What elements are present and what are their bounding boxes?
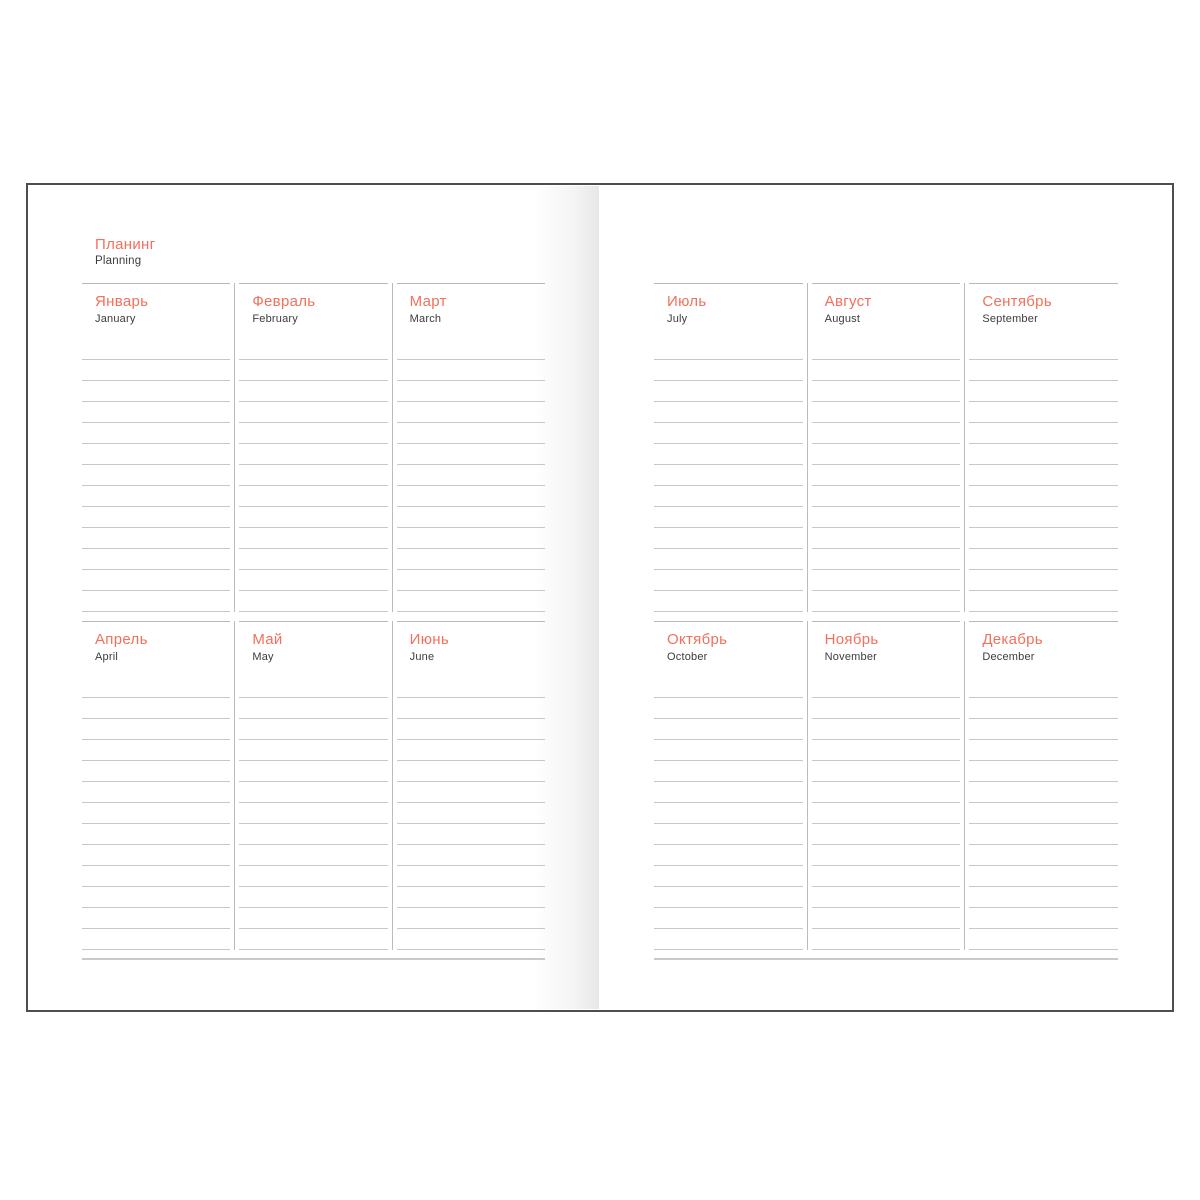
ruled-line [397,887,545,908]
month-name-en: September [982,313,1038,325]
ruled-line [239,740,387,761]
ruled-line [812,782,961,803]
ruled-line [654,866,803,887]
month-name-ru: Июль [667,293,707,310]
column-divider [392,621,393,950]
ruled-line [812,528,961,549]
ruled-line [654,761,803,782]
column-divider [964,621,965,950]
page-bottom-rule-left [82,958,545,960]
ruled-line [654,465,803,486]
ruled-line [969,591,1118,612]
ruled-line [239,677,387,698]
ruled-line [812,866,961,887]
month-header [82,284,230,339]
ruled-line [82,486,230,507]
month-grid-left-top [82,283,545,612]
ruled-line [239,929,387,950]
ruled-line [239,339,387,360]
ruled-lines [239,339,387,612]
ruled-lines [397,339,545,612]
ruled-line [654,824,803,845]
month-header [654,284,803,339]
ruled-line [969,740,1118,761]
column-divider [807,621,808,950]
ruled-line [239,866,387,887]
ruled-line [239,719,387,740]
ruled-line [969,402,1118,423]
ruled-line [812,549,961,570]
ruled-line [82,740,230,761]
ruled-line [969,845,1118,866]
month-name-en: May [252,651,274,663]
month-name-ru: Декабрь [982,631,1043,648]
ruled-line [397,591,545,612]
month-header [239,622,387,677]
column-divider [392,283,393,612]
column-divider [234,621,235,950]
month-block-november [812,621,961,950]
ruled-line [812,740,961,761]
ruled-line [969,507,1118,528]
ruled-line [654,381,803,402]
ruled-line [239,824,387,845]
ruled-line [654,570,803,591]
ruled-line [397,929,545,950]
ruled-lines [654,677,803,950]
ruled-line [654,719,803,740]
ruled-line [239,549,387,570]
ruled-line [812,444,961,465]
ruled-line [969,549,1118,570]
ruled-line [397,824,545,845]
ruled-line [239,444,387,465]
ruled-line [812,824,961,845]
ruled-lines [812,339,961,612]
month-header [397,284,545,339]
ruled-line [397,908,545,929]
month-block-july [654,283,803,612]
ruled-line [654,887,803,908]
month-name-ru: Ноябрь [824,631,879,648]
ruled-line [969,824,1118,845]
month-block-january [82,283,230,612]
ruled-lines [812,677,961,950]
ruled-line [239,782,387,803]
month-block-march [397,283,545,612]
ruled-line [812,570,961,591]
month-block-october [654,621,803,950]
ruled-line [969,444,1118,465]
ruled-line [82,908,230,929]
month-name-en: October [667,651,708,663]
ruled-line [812,719,961,740]
ruled-line [239,465,387,486]
ruled-line [82,381,230,402]
ruled-line [82,570,230,591]
ruled-line [812,761,961,782]
page-bottom-rule-right [654,958,1118,960]
ruled-line [969,486,1118,507]
ruled-line [812,423,961,444]
month-name-en: April [95,651,119,663]
month-block-april [82,621,230,950]
ruled-line [654,782,803,803]
month-header [654,622,803,677]
column-divider [234,283,235,612]
ruled-line [239,570,387,591]
ruled-line [654,339,803,360]
month-name-ru: Июнь [409,631,449,648]
ruled-line [82,423,230,444]
ruled-line [239,803,387,824]
ruled-line [654,698,803,719]
month-header [812,622,961,677]
ruled-line [397,486,545,507]
ruled-lines [654,339,803,612]
month-name-en: February [252,313,298,325]
ruled-line [397,761,545,782]
ruled-line [397,570,545,591]
month-grid-right-bottom [654,621,1118,950]
month-header [969,622,1118,677]
month-header [812,284,961,339]
ruled-line [397,360,545,381]
ruled-line [654,929,803,950]
month-block-february [239,283,387,612]
month-name-ru: Сентябрь [982,293,1052,310]
month-name-en: August [824,313,861,325]
ruled-line [969,803,1118,824]
month-name-en: July [667,313,688,325]
ruled-lines [239,677,387,950]
ruled-line [812,845,961,866]
ruled-line [654,423,803,444]
ruled-line [969,528,1118,549]
ruled-line [654,803,803,824]
ruled-line [82,782,230,803]
ruled-line [239,698,387,719]
ruled-line [82,845,230,866]
ruled-line [397,549,545,570]
ruled-line [82,698,230,719]
month-name-en: November [824,651,877,663]
month-name-ru: Февраль [252,293,316,310]
month-name-ru: Январь [95,293,149,310]
column-divider [807,283,808,612]
ruled-line [654,444,803,465]
month-block-june [397,621,545,950]
ruled-line [397,782,545,803]
month-header [82,622,230,677]
ruled-line [812,803,961,824]
ruled-line [397,677,545,698]
month-name-en: March [409,313,442,325]
ruled-line [82,465,230,486]
ruled-line [812,698,961,719]
ruled-line [239,761,387,782]
month-name-en: January [95,313,136,325]
ruled-line [82,866,230,887]
ruled-lines [397,677,545,950]
month-name-ru: Май [252,631,283,648]
ruled-line [812,677,961,698]
ruled-line [397,402,545,423]
ruled-line [239,908,387,929]
ruled-line [397,528,545,549]
ruled-lines [82,339,230,612]
ruled-line [969,465,1118,486]
ruled-line [654,360,803,381]
ruled-line [654,677,803,698]
ruled-line [397,465,545,486]
ruled-line [969,761,1118,782]
ruled-line [82,360,230,381]
month-block-september [969,283,1118,612]
month-name-en: June [409,651,435,663]
ruled-line [82,929,230,950]
ruled-line [812,908,961,929]
month-block-may [239,621,387,950]
ruled-line [812,402,961,423]
ruled-line [397,719,545,740]
ruled-line [397,339,545,360]
month-name-ru: Март [409,293,447,310]
ruled-line [812,339,961,360]
ruled-line [239,381,387,402]
month-name-ru: Апрель [95,631,148,648]
ruled-lines [969,677,1118,950]
ruled-line [82,803,230,824]
ruled-line [654,486,803,507]
ruled-line [812,929,961,950]
ruled-line [397,866,545,887]
ruled-line [812,360,961,381]
ruled-line [969,719,1118,740]
ruled-line [239,402,387,423]
ruled-line [812,465,961,486]
ruled-line [397,381,545,402]
ruled-line [969,782,1118,803]
ruled-line [82,719,230,740]
ruled-line [82,444,230,465]
ruled-line [397,740,545,761]
ruled-line [969,929,1118,950]
ruled-line [812,486,961,507]
ruled-line [82,824,230,845]
ruled-line [812,591,961,612]
ruled-line [654,507,803,528]
ruled-line [397,507,545,528]
ruled-line [654,740,803,761]
ruled-line [239,423,387,444]
ruled-line [82,761,230,782]
ruled-line [239,887,387,908]
ruled-line [812,507,961,528]
ruled-line [969,381,1118,402]
ruled-line [654,549,803,570]
ruled-line [654,845,803,866]
ruled-line [397,423,545,444]
month-block-august [812,283,961,612]
month-header [239,284,387,339]
ruled-line [239,507,387,528]
ruled-line [397,444,545,465]
ruled-line [969,677,1118,698]
ruled-line [82,887,230,908]
ruled-line [239,591,387,612]
month-block-december [969,621,1118,950]
ruled-line [654,908,803,929]
ruled-line [969,866,1118,887]
column-divider [964,283,965,612]
page-title-en: Planning [95,255,142,267]
month-name-ru: Август [824,293,872,310]
page-title [95,236,155,268]
ruled-line [812,381,961,402]
ruled-line [654,402,803,423]
month-header [969,284,1118,339]
ruled-line [969,423,1118,444]
ruled-line [969,887,1118,908]
ruled-line [239,845,387,866]
month-name-ru: Октябрь [667,631,728,648]
ruled-line [812,887,961,908]
ruled-line [969,698,1118,719]
ruled-line [239,528,387,549]
page-title-ru: Планинг [95,236,156,253]
ruled-line [969,360,1118,381]
ruled-line [82,549,230,570]
ruled-lines [82,677,230,950]
ruled-line [397,803,545,824]
ruled-line [82,591,230,612]
month-grid-left-bottom [82,621,545,950]
ruled-line [969,570,1118,591]
ruled-line [82,677,230,698]
month-header [397,622,545,677]
ruled-line [82,528,230,549]
month-name-en: December [982,651,1035,663]
ruled-line [969,908,1118,929]
ruled-line [239,486,387,507]
ruled-line [654,528,803,549]
ruled-line [239,360,387,381]
ruled-line [82,507,230,528]
ruled-lines [969,339,1118,612]
ruled-line [82,402,230,423]
ruled-line [82,339,230,360]
ruled-line [397,698,545,719]
ruled-line [654,591,803,612]
ruled-line [969,339,1118,360]
ruled-line [397,845,545,866]
month-grid-right-top [654,283,1118,612]
